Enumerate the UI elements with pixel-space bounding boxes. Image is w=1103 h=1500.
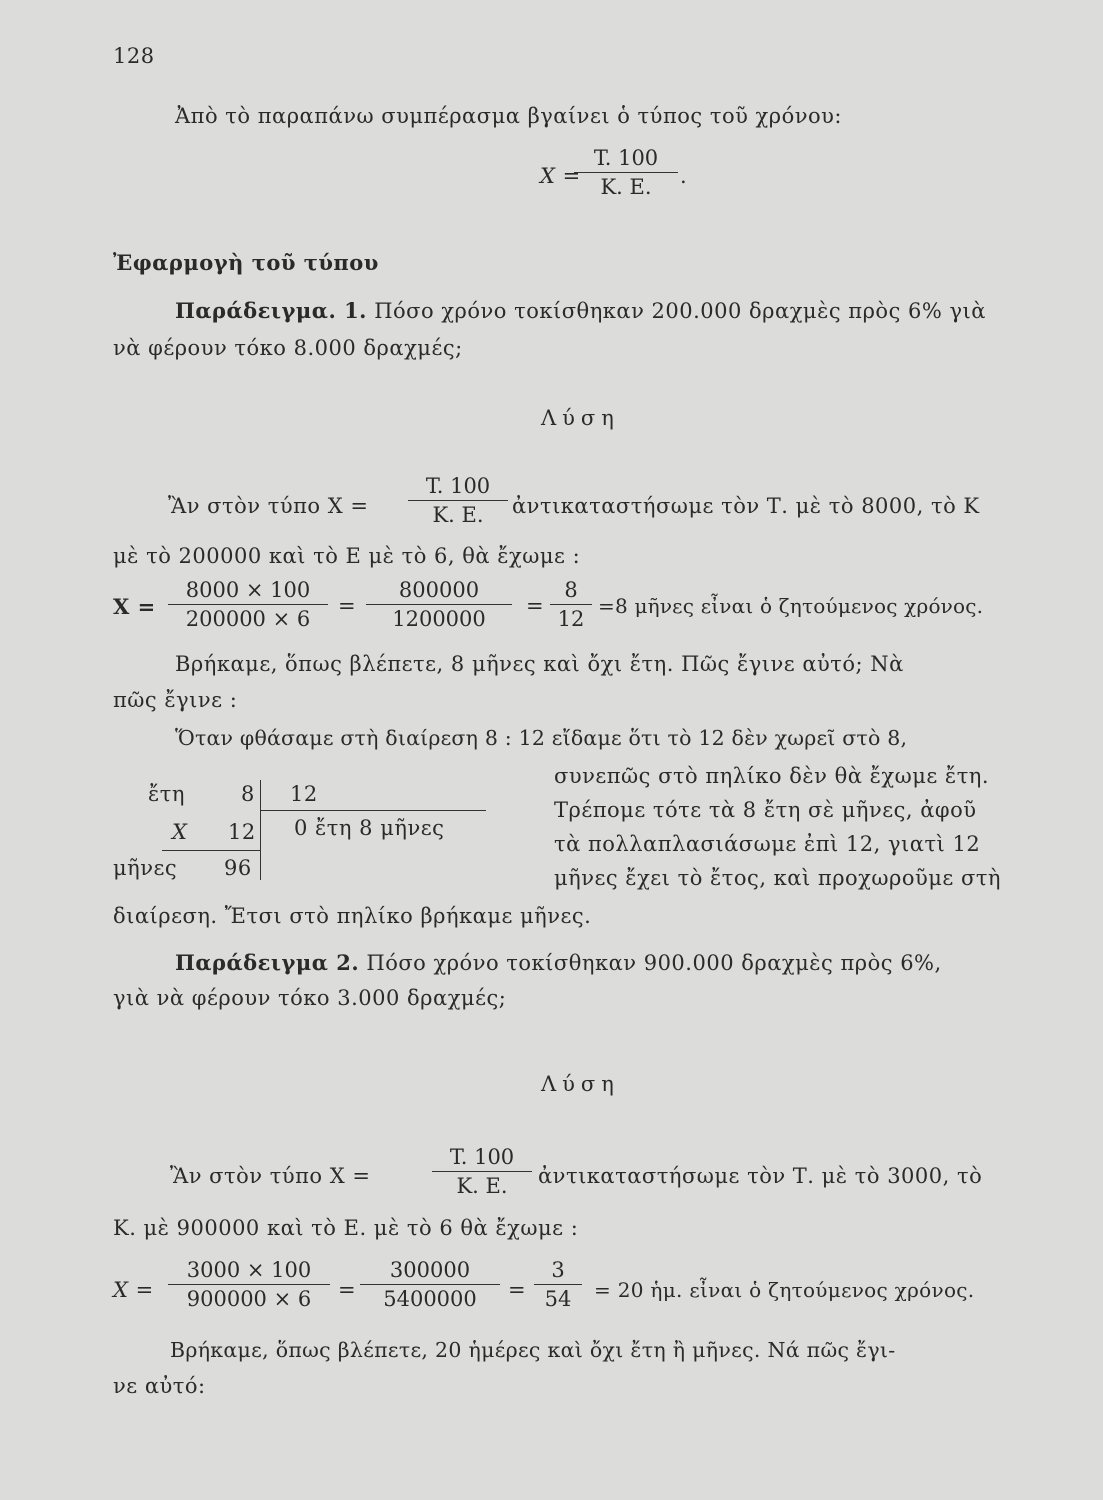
formula-numerator: T. 100 — [593, 146, 659, 170]
solution-1-title: Λύση — [541, 406, 620, 430]
side-line-1: συνεπῶς στὸ πηλίκο δὲν θὰ ἔχωμε ἔτη. — [554, 764, 990, 788]
denominator: 200000 × 6 — [185, 607, 311, 631]
ex1-substitution-post: ἀντικαταστήσωμε τὸν Τ. μὲ τὸ 8000, τὸ Κ — [512, 494, 980, 518]
formula-lhs: X = — [540, 164, 581, 188]
ex2-calc-lhs: X = — [113, 1278, 154, 1302]
division-row2-value: 12 — [228, 820, 256, 844]
equals-sign: = — [338, 1278, 357, 1302]
equals-sign: = — [508, 1278, 527, 1302]
ex1-calc-lhs: X = — [113, 594, 156, 619]
example-1-line-1 — [175, 298, 986, 323]
intro-text: Ἀπὸ τὸ παραπάνω συμπέρασμα βγαίνει ὁ τύπος τοῦ χρόνου: — [175, 104, 842, 128]
numerator: 800000 — [398, 578, 480, 602]
example-2-line-1 — [175, 950, 942, 975]
division-divisor: 12 — [290, 782, 318, 806]
ex1-calc-fraction-2 — [366, 578, 512, 631]
division-row1-label: ἔτη — [148, 782, 185, 806]
division-quotient: 0 ἔτη 8 μῆνες — [294, 816, 445, 840]
solution-2-title: Λύση — [541, 1072, 620, 1096]
ex1-calc-fraction-1 — [168, 578, 328, 631]
ex1-paragraph-1-line-2: πῶς ἔγινε : — [113, 688, 238, 712]
numerator: 3 — [551, 1258, 565, 1282]
denominator: 900000 × 6 — [186, 1287, 312, 1311]
ex2-calc-fraction-2 — [360, 1258, 500, 1311]
ex2-calc-fraction-1 — [168, 1258, 330, 1311]
example-1-label: Παράδειγμα. 1. — [175, 298, 367, 323]
division-vertical-line — [260, 780, 261, 880]
ex2-paragraph-line-1: Βρήκαμε, ὅπως βλέπετε, 20 ἡμέρες καὶ ὄχι ἔτη ἢ μῆνες. Νά πῶς ἔγι- — [170, 1338, 896, 1362]
ex1-paragraph-2-end: διαίρεση. Ἔτσι στὸ πηλίκο βρήκαμε μῆνες. — [113, 904, 592, 928]
side-line-4: μῆνες ἔχει τὸ ἔτος, καὶ προχωροῦμε στὴ — [554, 866, 1002, 890]
formula-period: . — [680, 164, 688, 188]
ex1-paragraph-1-line-1: Βρήκαμε, ὅπως βλέπετε, 8 μῆνες καὶ ὄχι ἔτη. Πῶς ἔγινε αὐτό; Νὰ — [175, 652, 904, 676]
example-1-text: Πόσο χρόνο τοκίσθηκαν 200.000 δραχμὲς πρὸς 6% γιὰ — [374, 299, 986, 323]
ex2-paragraph-line-2: νε αὐτό: — [113, 1374, 206, 1398]
example-2-text: Πόσο χρόνο τοκίσθηκαν 900.000 δραχμὲς πρὸς 6%, — [366, 951, 942, 975]
ex2-sub-denominator: K. E. — [456, 1174, 508, 1198]
ex1-substitution-pre: Ἂν στὸν τύπο X = — [168, 494, 369, 518]
equals-sign: = — [338, 594, 357, 618]
ex2-sub-numerator: T. 100 — [449, 1145, 515, 1169]
division-horizontal-line — [260, 810, 486, 811]
denominator: 5400000 — [383, 1287, 477, 1311]
division-row3-label: μῆνες — [113, 856, 178, 880]
denominator: 54 — [544, 1287, 572, 1311]
example-2-line-2: γιὰ νὰ φέρουν τόκο 3.000 δραχμές; — [113, 986, 507, 1010]
division-row1-value: 8 — [241, 782, 255, 806]
ex1-sub-denominator: K. E. — [432, 503, 484, 527]
example-1-line-2: νὰ φέρουν τόκο 8.000 δραχμές; — [113, 336, 463, 360]
numerator: 8 — [564, 578, 578, 602]
ex1-paragraph-2-line-1: Ὅταν φθάσαμε στὴ διαίρεση 8 : 12 εἴδαμε ὅτι τὸ 12 δὲν χωρεῖ στὸ 8, — [175, 726, 908, 750]
formula-denominator: K. E. — [600, 175, 652, 199]
ex2-line-3: Κ. μὲ 900000 καὶ τὸ Ε. μὲ τὸ 6 θὰ ἔχωμε : — [113, 1216, 579, 1240]
equals-sign: = — [526, 594, 545, 618]
ex1-calc-fraction-3 — [550, 578, 592, 631]
ex1-substitution-fraction — [408, 474, 508, 527]
division-row2-label: X — [172, 820, 188, 844]
denominator: 1200000 — [392, 607, 486, 631]
formula-fraction — [574, 146, 678, 199]
ex2-substitution-pre: Ἂν στὸν τύπο X = — [170, 1164, 371, 1188]
ex1-sub-numerator: T. 100 — [425, 474, 491, 498]
division-row3-value: 96 — [224, 856, 252, 880]
ex2-substitution-fraction — [432, 1145, 532, 1198]
ex1-calc-result: =8 μῆνες εἶναι ὁ ζητούμενος χρόνος. — [598, 594, 984, 618]
example-2-label: Παράδειγμα 2. — [175, 950, 360, 975]
section-title: Ἐφαρμογὴ τοῦ τύπου — [113, 250, 379, 275]
ex2-calc-result: = 20 ἡμ. εἶναι ὁ ζητούμενος χρόνος. — [594, 1278, 975, 1302]
numerator: 300000 — [389, 1258, 471, 1282]
numerator: 8000 × 100 — [185, 578, 311, 602]
side-line-3: τὰ πολλαπλασιάσωμε ἐπὶ 12, γιατὶ 12 — [554, 832, 981, 856]
side-line-2: Τρέπομε τότε τὰ 8 ἔτη σὲ μῆνες, ἀφοῦ — [554, 798, 977, 822]
numerator: 3000 × 100 — [186, 1258, 312, 1282]
division-row-underline — [162, 850, 260, 851]
ex2-calc-fraction-3 — [534, 1258, 582, 1311]
page-number: 128 — [113, 44, 155, 68]
ex1-line-3: μὲ τὸ 200000 καὶ τὸ Ε μὲ τὸ 6, θὰ ἔχωμε : — [113, 544, 581, 568]
denominator: 12 — [557, 607, 585, 631]
ex2-substitution-post: ἀντικαταστήσωμε τὸν Τ. μὲ τὸ 3000, τὸ — [538, 1164, 983, 1188]
